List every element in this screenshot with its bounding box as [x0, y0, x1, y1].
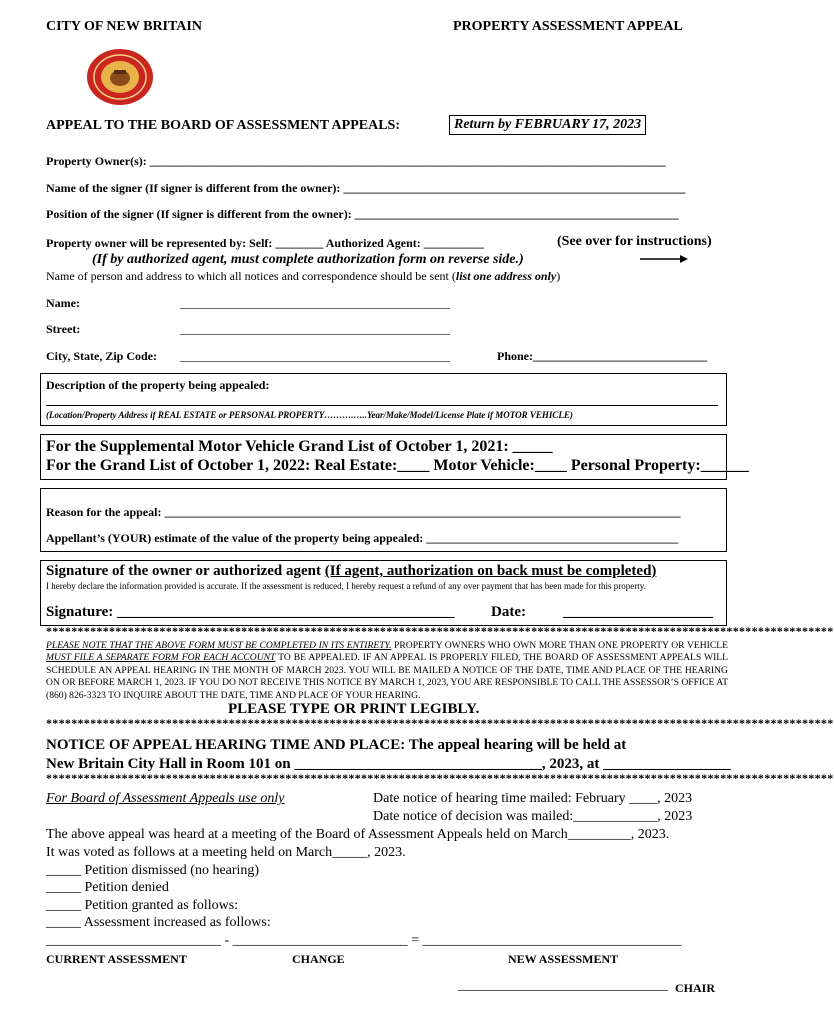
- date-field[interactable]: ____________________: [563, 604, 713, 620]
- address-note: Name of person and address to which all notices and correspondence should be sent (list one address only): [46, 269, 561, 283]
- please-type-note: PLEASE TYPE OR PRINT LEGIBLY.: [228, 701, 480, 717]
- city-state-zip-label: City, State, Zip Code:: [46, 349, 157, 363]
- board-use-only: For Board of Assessment Appeals use only: [46, 791, 285, 806]
- phone-field[interactable]: Phone:_____________________________: [497, 349, 707, 363]
- declaration-text: I hereby declare the information provided is accurate. If the assessment is reduced, I hereby request a refund of any over payment that has been made for this property.: [46, 581, 646, 591]
- separator-stars: *****************************************************************************************************************************: [46, 716, 834, 730]
- hearing-mailed-field[interactable]: Date notice of hearing time mailed: February ____, 2023: [373, 791, 693, 806]
- signer-name-field[interactable]: Name of the signer (If signer is different from the owner): _________________________________________________________: [46, 181, 686, 195]
- notice-paragraph: PLEASE NOTE THAT THE ABOVE FORM MUST BE COMPLETED IN ITS ENTIRETY. PROPERTY OWNERS WHO OWN MORE THAN ONE PROPERTY OR VEHICLE MUST FILE A SEPARATE FORM FOR EACH ACCOUNT TO BE APPEALED. IF AN APPEAL IS PROPERLY FILED, THE BOARD OF ASSESSMENT APPEALS WILL SCHEDULE AN APPEAL HEARING IN THE MONTH OF MARCH 2023. YOU WILL BE MAILED A NOTICE OF THE DATE, TIME AND PLACE OF THE HEARING ON OR BEFORE MARCH 1, 2023. IF YOU DO NOT RECEIVE THIS NOTICE BY MARCH 1, 2023, YOU ARE RESPONSIBLE TO CALL THE ASSESSOR’S OFFICE AT (860) 826-3323 TO INQUIRE ABOUT THE DATE, TIME AND PLACE OF YOUR HEARING.: [46, 640, 728, 701]
- street-input[interactable]: _____________________________________________: [180, 322, 450, 336]
- description-label: Description of the property being appealed:: [46, 378, 270, 392]
- option-granted[interactable]: _____ Petition granted as follows:: [46, 898, 239, 913]
- name-label: Name:: [46, 296, 80, 310]
- see-over-note: (See over for instructions): [557, 234, 712, 249]
- street-label: Street:: [46, 322, 81, 336]
- hearing-notice: NOTICE OF APPEAL HEARING TIME AND PLACE: The appeal hearing will be held at: [46, 737, 627, 753]
- city-state-zip-input[interactable]: _____________________________________________: [180, 349, 450, 363]
- option-increased[interactable]: _____ Assessment increased as follows:: [46, 915, 271, 930]
- name-input[interactable]: _____________________________________________: [180, 296, 450, 310]
- return-by: Return by FEBRUARY 17, 2023: [449, 115, 646, 135]
- arrow-right-icon: [640, 252, 688, 270]
- date-label: Date:: [491, 604, 526, 620]
- represented-field[interactable]: Property owner will be represented by: Self: ________ Authorized Agent: __________: [46, 236, 484, 250]
- grand-list-2022[interactable]: For the Grand List of October 1, 2022: Real Estate:____ Motor Vehicle:____ Personal Property:______: [46, 457, 749, 474]
- owner-field[interactable]: Property Owner(s): ______________________________________________________________________________________: [46, 154, 666, 168]
- estimate-field[interactable]: Appellant’s (YOUR) estimate of the value of the property being appealed: __________________________________________: [46, 531, 679, 545]
- chair-signature-line[interactable]: ______________________________: [458, 978, 668, 993]
- city-seal-icon: [86, 48, 154, 106]
- appeal-title: APPEAL TO THE BOARD OF ASSESSMENT APPEALS:: [46, 118, 400, 133]
- chair-label: CHAIR: [675, 981, 716, 995]
- description-input[interactable]: [46, 405, 718, 406]
- city-name: CITY OF NEW BRITAIN: [46, 19, 202, 34]
- option-dismissed[interactable]: _____ Petition dismissed (no hearing): [46, 863, 260, 878]
- signer-position-field[interactable]: Position of the signer (If signer is different from the owner): ______________________________________________________: [46, 207, 679, 221]
- signature-field[interactable]: Signature: _____________________________________________: [46, 604, 455, 620]
- separator-stars: *****************************************************************************************************************************: [46, 771, 834, 785]
- hearing-location[interactable]: New Britain City Hall in Room 101 on _________________________________, 2023, at _________________: [46, 756, 731, 772]
- decision-mailed-field[interactable]: Date notice of decision was mailed:____________, 2023: [373, 809, 693, 824]
- form-title: PROPERTY ASSESSMENT APPEAL: [453, 19, 683, 34]
- separator-stars: *****************************************************************************************************************************: [46, 624, 834, 638]
- grand-list-supplemental[interactable]: For the Supplemental Motor Vehicle Grand List of October 1, 2021: _____: [46, 438, 553, 455]
- option-denied[interactable]: _____ Petition denied: [46, 880, 169, 895]
- reason-field[interactable]: Reason for the appeal: ______________________________________________________________________________________: [46, 505, 681, 519]
- signature-heading: Signature of the owner or authorized agent (If agent, authorization on back must be completed): [46, 563, 657, 579]
- heard-field[interactable]: The above appeal was heard at a meeting of the Board of Assessment Appeals held on March_________, 2023.: [46, 827, 670, 842]
- voted-field[interactable]: It was voted as follows at a meeting held on March_____, 2023.: [46, 845, 406, 860]
- current-assessment-label: CURRENT ASSESSMENT: [46, 952, 187, 966]
- change-label: CHANGE: [292, 952, 345, 966]
- new-assessment-label: NEW ASSESSMENT: [508, 952, 619, 966]
- assessment-calc-line[interactable]: _________________________ - _________________________ = _____________________________________: [46, 933, 682, 948]
- agent-note: (If by authorized agent, must complete authorization form on reverse side.): [92, 252, 524, 267]
- description-note: (Location/Property Address if REAL ESTATE or PERSONAL PROPERTY……….…..Year/Make/Model/License Plate if MOTOR VEHICLE): [46, 410, 573, 420]
